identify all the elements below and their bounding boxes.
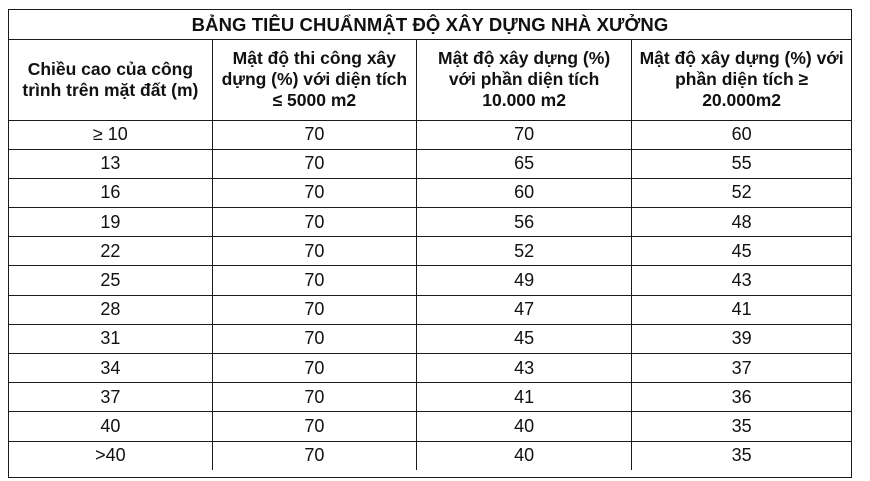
cell-density-20000: 48: [632, 208, 851, 237]
cell-density-20000: 35: [731, 445, 752, 466]
cell-density-5000: 70: [212, 178, 416, 207]
cell-density-20000: 37: [632, 354, 851, 383]
header-height: Chiều cao của công trình trên mặt đất (m): [9, 40, 212, 120]
table-row: [9, 237, 851, 266]
header-density-10000: Mật độ xây dựng (%) với phần diện tích 10.000 m2: [416, 40, 631, 120]
cell-height: >40: [9, 441, 212, 470]
table-row: [9, 208, 851, 237]
cell-density-20000: 45: [632, 237, 851, 266]
cell-height: 28: [9, 295, 212, 324]
table-row: [9, 441, 851, 470]
cell-density-20000: 39: [632, 324, 851, 353]
cell-density-10000: 49: [416, 266, 631, 295]
cell-height: 19: [9, 208, 212, 237]
table-row: [9, 383, 851, 412]
cell-density-20000: 52: [632, 178, 851, 207]
cell-height: 31: [9, 324, 212, 353]
table-row: [9, 149, 851, 178]
header-density-5000: Mật độ thi công xây dựng (%) với diện tích ≤ 5000 m2: [212, 40, 416, 120]
cell-density-10000: 40: [416, 412, 631, 441]
cell-density-5000: 70: [212, 149, 416, 178]
cell-height: ≥ 10: [9, 120, 212, 149]
cell-density-20000: 36: [632, 383, 851, 412]
cell-density-10000: 47: [416, 295, 631, 324]
cell-density-5000: 70: [212, 120, 416, 149]
cell-density-10000: 40: [416, 441, 631, 470]
table-row: [9, 354, 851, 383]
cell-density-5000: 70: [212, 354, 416, 383]
header-density-20000: Mật độ xây dựng (%) với phần diện tích ≥ 20.000m2: [632, 40, 851, 120]
cell-height: 16: [9, 178, 212, 207]
cell-height: 25: [9, 266, 212, 295]
cell-density-5000: 70: [212, 324, 416, 353]
cell-density-5000: 70: [212, 412, 416, 441]
cell-density-10000: 45: [416, 324, 631, 353]
table-row: [9, 295, 851, 324]
table-title: BẢNG TIÊU CHUẨNMẬT ĐỘ XÂY DỰNG NHÀ XƯỞNG: [9, 10, 851, 40]
cell-density-10000: 52: [416, 237, 631, 266]
cell-density-20000: 60: [632, 120, 851, 149]
table-row: [9, 266, 851, 295]
cell-density-20000: 55: [632, 149, 851, 178]
table-row: [9, 412, 851, 441]
cell-density-10000: 70: [416, 120, 631, 149]
data-table: [9, 40, 851, 470]
cell-density-5000: 70: [212, 441, 416, 470]
header-row: [9, 40, 851, 120]
cell-density-20000: 35: [632, 412, 851, 441]
table-row: [9, 324, 851, 353]
cell-density-10000: 56: [416, 208, 631, 237]
cell-density-5000: 70: [212, 266, 416, 295]
cell-height: 22: [9, 237, 212, 266]
cell-density-10000: 43: [416, 354, 631, 383]
density-standards-table: [8, 9, 852, 478]
cell-density-5000: 70: [212, 383, 416, 412]
cell-density-20000: 43: [632, 266, 851, 295]
cell-height: 13: [9, 149, 212, 178]
cell-density-5000: 70: [212, 295, 416, 324]
cell-density-20000: 41: [632, 295, 851, 324]
cell-height: 34: [9, 354, 212, 383]
table-row: [9, 178, 851, 207]
cell-density-10000: 41: [416, 383, 631, 412]
cell-density-10000: 65: [416, 149, 631, 178]
table-row: [9, 120, 851, 149]
cell-height: 37: [9, 383, 212, 412]
cell-density-5000: 70: [212, 208, 416, 237]
cell-density-5000: 70: [212, 237, 416, 266]
cell-height: 40: [9, 412, 212, 441]
cell-density-10000: 60: [416, 178, 631, 207]
